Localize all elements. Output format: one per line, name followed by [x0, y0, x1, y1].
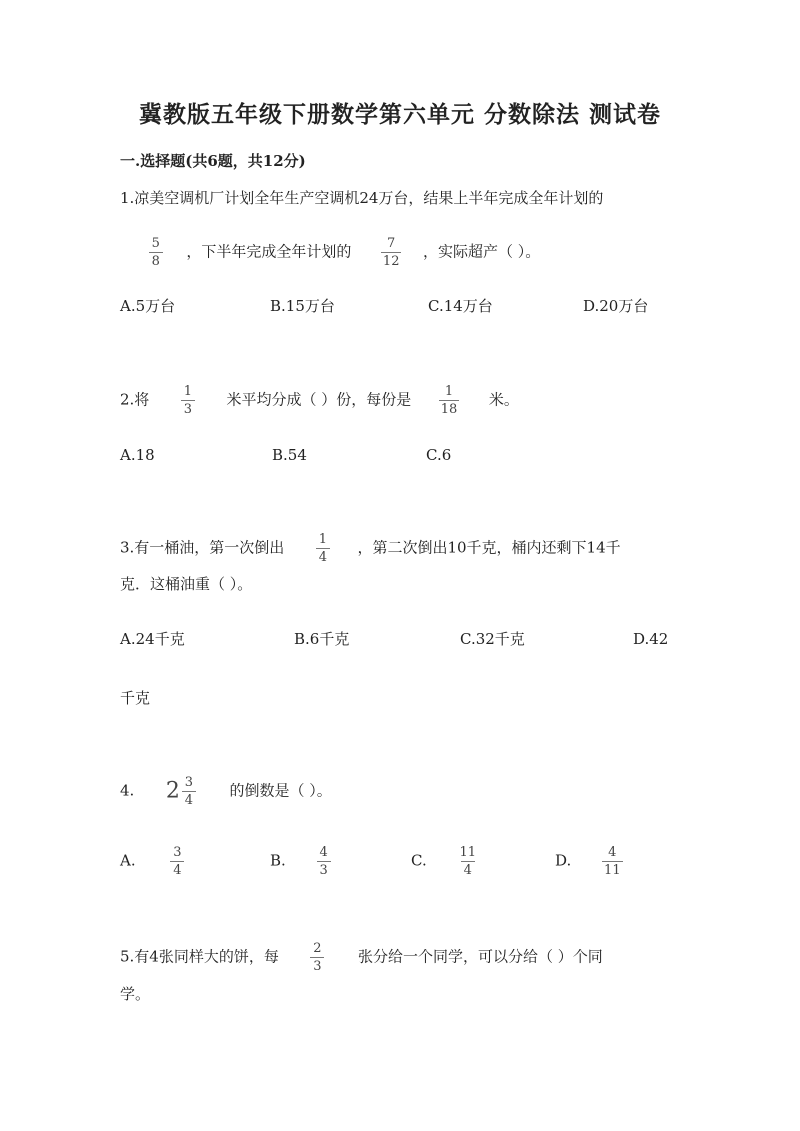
question-3-start-text: 3.有一桶油，第一次倒出 [120, 538, 285, 557]
option-a[interactable]: A.18 [120, 446, 155, 464]
option-a[interactable]: A. $\frac{3}{4}$ [120, 845, 186, 878]
question-2-mid-text: 米平均分成（ ）份，每份是 [226, 390, 412, 409]
fraction: $\frac{4}{3}$ [317, 845, 331, 878]
question-1-line-1: 1.凉美空调机厂计划全年生产空调机24万台，结果上半年完成全年计划的 [120, 189, 604, 207]
question-number: 4. [120, 781, 135, 800]
option-b[interactable]: B.6千克 [294, 630, 350, 648]
option-a[interactable]: A.24千克 [120, 630, 185, 648]
question-5-line-1 [120, 941, 603, 974]
page-title: 冀教版五年级下册数学第六单元 分数除法 测试卷 [138, 101, 661, 128]
question-5-mid-text: 张分给一个同学，可以分给（ ）个同 [357, 947, 603, 966]
question-3-line-1 [120, 532, 621, 565]
fraction: $\frac{3}{4}$ [170, 845, 184, 878]
option-b[interactable]: B.54 [272, 446, 307, 464]
fraction: $\frac{5}{8}$ [149, 236, 163, 269]
option-d-wrap-text: 千克 [120, 689, 151, 707]
option-b[interactable]: B. $\frac{4}{3}$ [270, 845, 333, 878]
question-2-end-text: 米。 [488, 390, 519, 409]
option-b[interactable]: B.15万台 [270, 297, 335, 315]
section-heading: 一.选择题(共6题，共12分) [120, 152, 306, 170]
fraction: $\frac{7}{12}$ [382, 236, 400, 269]
option-d[interactable]: D. $\frac{4}{11}$ [555, 845, 621, 878]
fraction: $\frac{1}{4}$ [316, 532, 330, 565]
fraction: $\frac{1}{3}$ [181, 384, 195, 417]
option-c[interactable]: C.6 [426, 446, 452, 464]
option-d[interactable]: D.42 [633, 630, 669, 648]
question-5-line-2: 学。 [120, 985, 151, 1003]
question-1-mid-text: ，下半年完成全年计划的 [186, 242, 352, 261]
question-4-end-text: 的倒数是（ ）。 [229, 781, 332, 800]
option-a[interactable]: A.5万台 [120, 297, 176, 315]
option-c[interactable]: C.14万台 [428, 297, 493, 315]
fraction: $\frac{2}{3}$ [310, 941, 324, 974]
fraction: $\frac{1}{18}$ [440, 384, 458, 417]
question-4-line [120, 775, 332, 808]
option-c[interactable]: C. $\frac{11}{4}$ [411, 845, 477, 878]
question-5-start-text: 5.有4张同样大的饼，每 [120, 947, 279, 966]
mixed-number-whole: 2 [165, 778, 180, 804]
question-2-line [120, 384, 519, 417]
question-3-line-2: 克．这桶油重（ ）。 [120, 575, 253, 593]
question-1-line-2 [120, 236, 541, 269]
option-c[interactable]: C.32千克 [460, 630, 525, 648]
fraction: $\frac{3}{4}$ [182, 775, 196, 808]
fraction: $\frac{11}{4}$ [459, 845, 477, 878]
question-3-mid-text: ，第二次倒出10千克，桶内还剩下14千 [357, 538, 621, 557]
question-2-start-text: 2.将 [120, 390, 150, 409]
question-1-end-text: ，实际超产（ ）。 [423, 242, 541, 261]
option-d[interactable]: D.20万台 [583, 297, 649, 315]
fraction: $\frac{4}{11}$ [604, 845, 621, 878]
